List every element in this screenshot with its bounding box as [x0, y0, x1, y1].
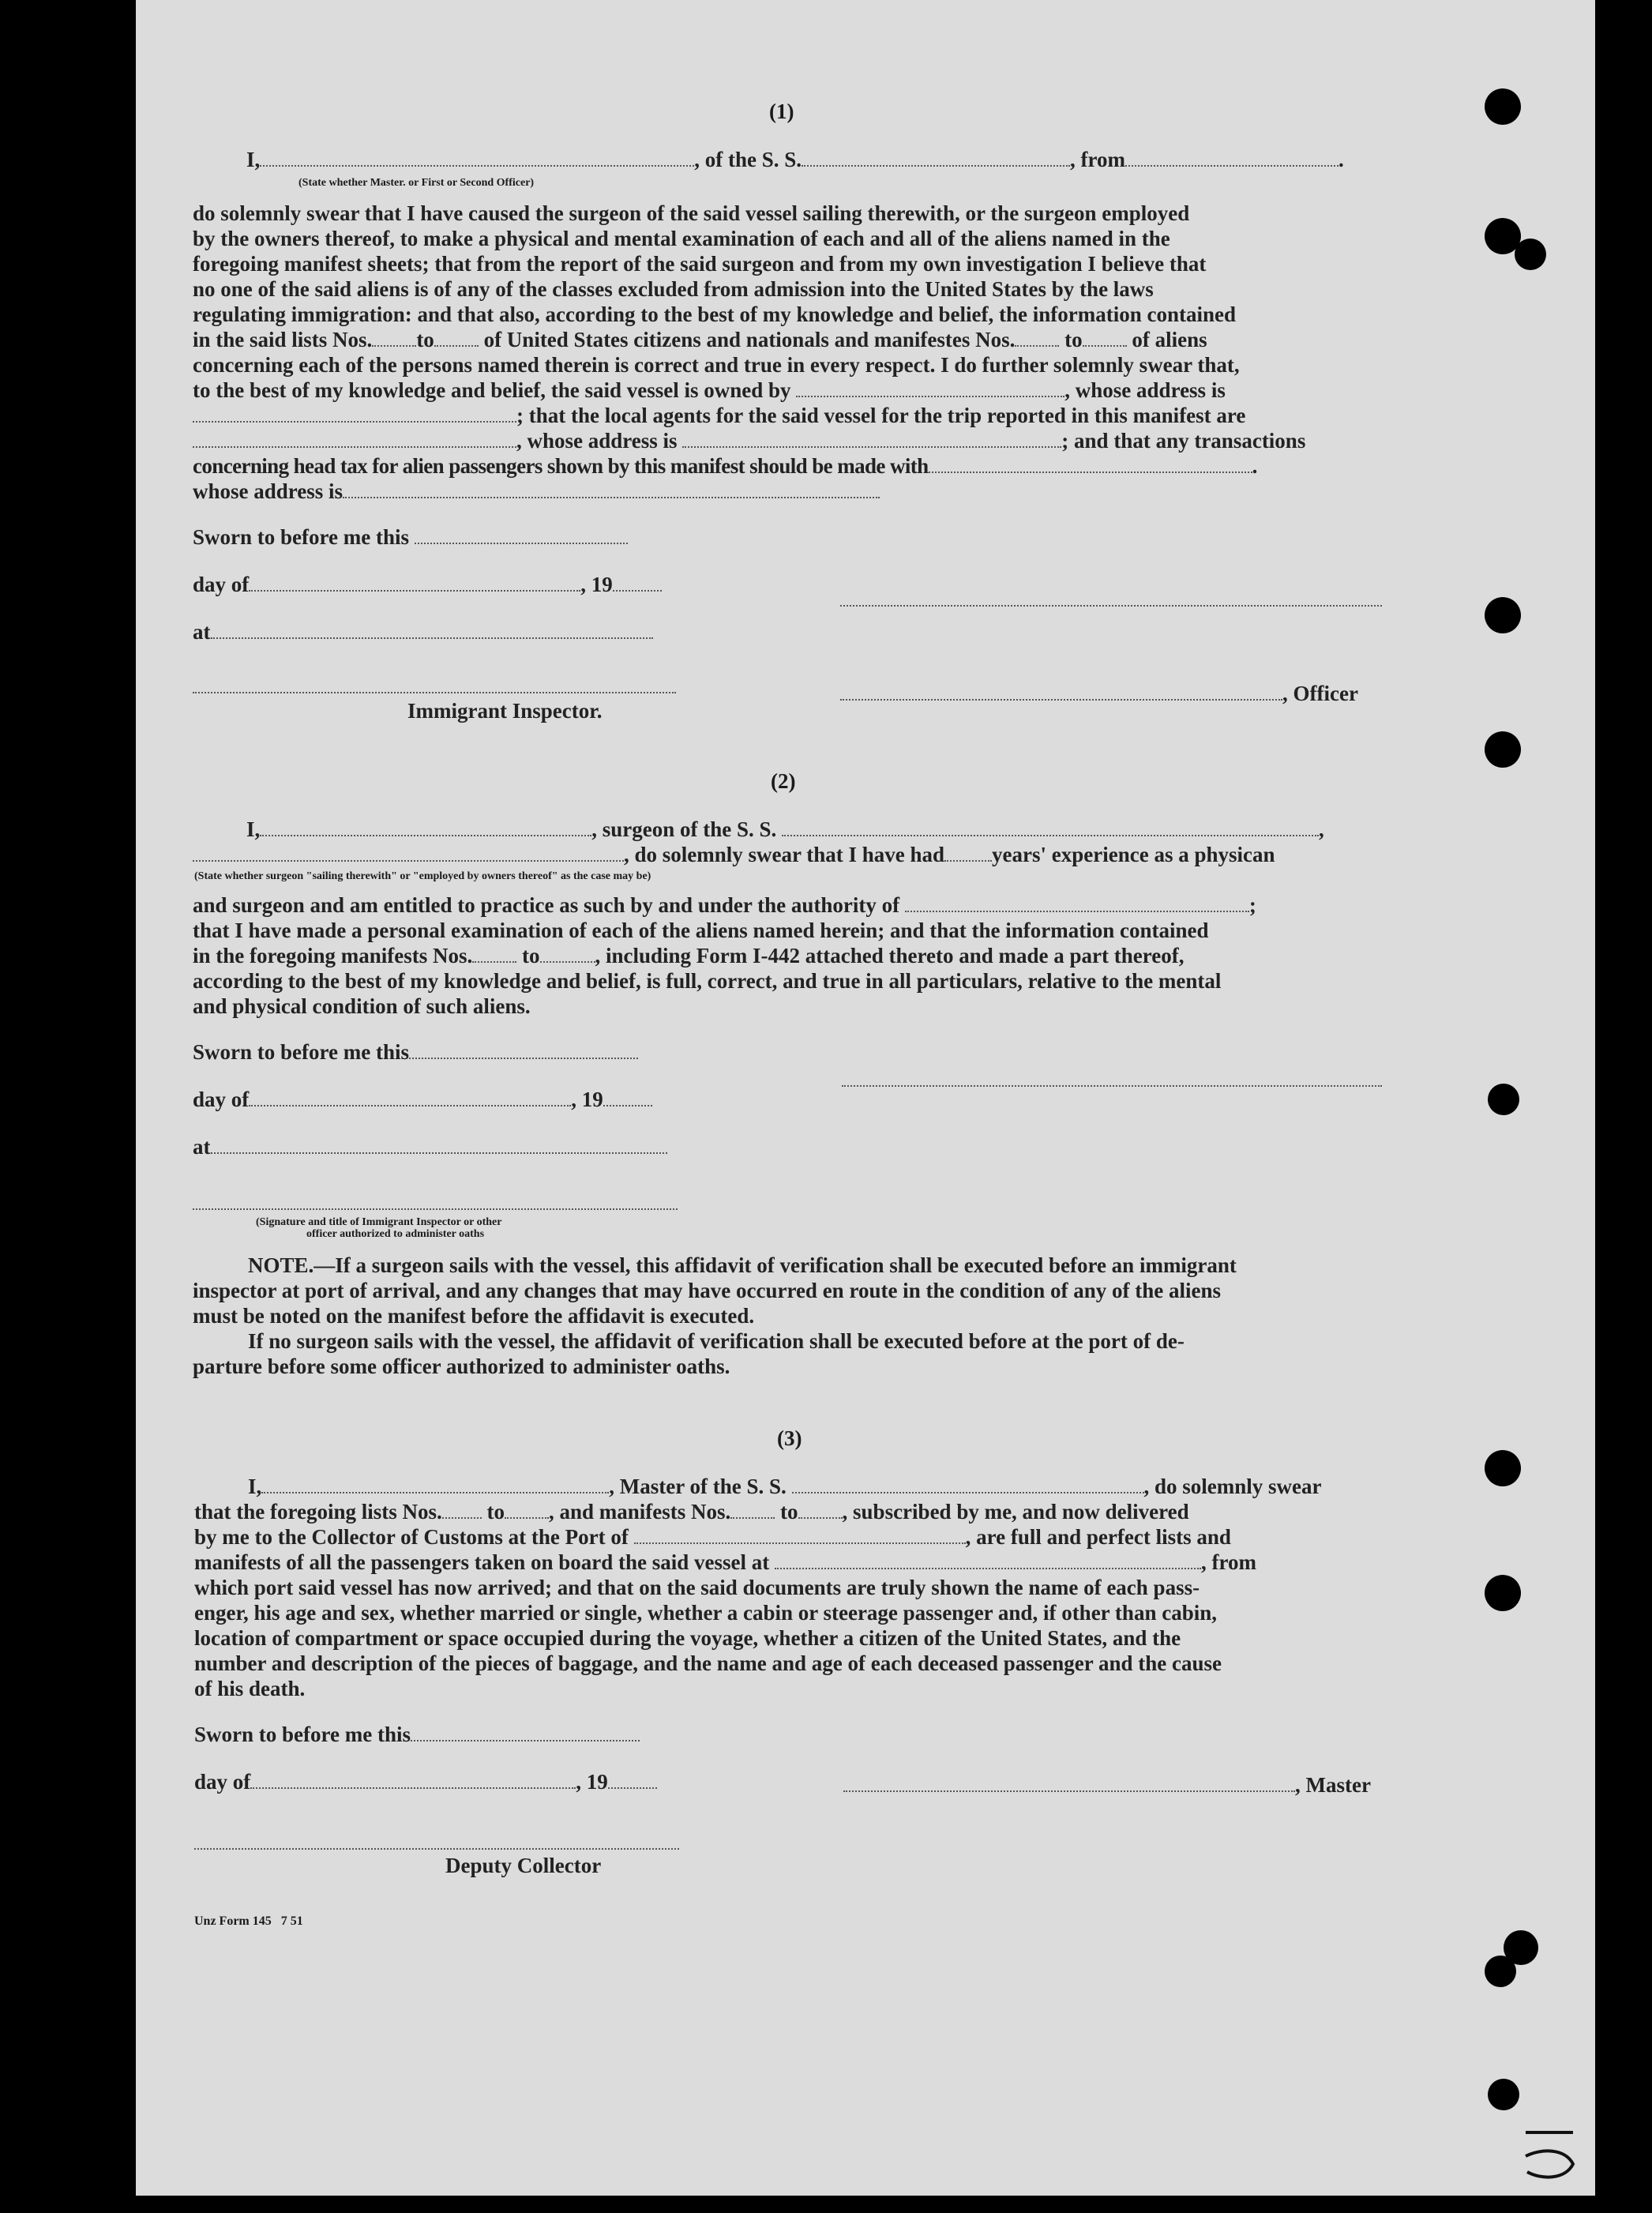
s1-owner-line: [193, 378, 1437, 403]
s1-sworn: [193, 524, 628, 550]
punch-hole: [1485, 731, 1521, 768]
s1-headtax-address-field[interactable]: [343, 496, 880, 498]
s3-body-line: location of compartment or space occupied during the voyage, whether a citizen of the United States, and the: [194, 1626, 1181, 1650]
s1-at-field[interactable]: [211, 637, 653, 639]
s1-whose-address-3: whose address is: [193, 479, 344, 503]
s2-note: [193, 1253, 1439, 1379]
s3-taken-on-board: manifests of all the passengers taken on board the said vessel at: [194, 1550, 770, 1574]
s1-agents-address-field[interactable]: [682, 445, 1061, 448]
s1-line1: [246, 147, 1344, 172]
s1-officer-line: [840, 681, 1358, 706]
s3-deputy-sig-line[interactable]: [194, 1848, 679, 1850]
s1-head-tax: concerning head tax for alien passengers shown by this manifest should be made with: [193, 454, 929, 478]
s1-officer-note: (State whether Master. or First or Second Officer): [298, 177, 535, 189]
s2-surgeon-sig-line[interactable]: [842, 1085, 1382, 1087]
punch-hole: [1485, 597, 1521, 633]
punch-hole: [1485, 88, 1521, 125]
s3-sworn: [194, 1722, 640, 1747]
s2-authority: and surgeon and am entitled to practice as such by and under the authority of: [193, 893, 900, 917]
s1-agents-line: [193, 403, 1437, 428]
s2-sig-note-1: (Signature and title of Immigrant Inspector or other: [256, 1216, 502, 1228]
s3-deputy-label: Deputy Collector: [445, 1854, 602, 1877]
handwritten-mark-icon: [1518, 2117, 1581, 2188]
punch-hole: [1485, 1956, 1516, 1987]
s3-lists: that the foregoing lists Nos.: [194, 1500, 442, 1524]
s3-line1: [248, 1474, 1322, 1499]
s1-day-field[interactable]: [249, 589, 580, 592]
s2-years-exp: years' experience as a physican: [992, 843, 1275, 866]
s2-line1: [246, 817, 1324, 842]
s2-inspector-sig-line[interactable]: [193, 1208, 678, 1210]
s3-lists-line: [194, 1499, 1439, 1524]
s3-body-line: of his death.: [194, 1677, 306, 1700]
s1-body: [193, 201, 1437, 504]
s3-manifests-to-field[interactable]: [798, 1516, 843, 1519]
s3-from: , from: [1201, 1550, 1256, 1574]
s2-body-line: according to the best of my knowledge and belief, is full, correct, and true in all particulars, relative to the mental: [193, 969, 1222, 993]
s1-period-2: .: [1252, 454, 1257, 478]
s2-body-line: that I have made a personal examination of each of the aliens named herein; and that the information contained: [193, 919, 1209, 942]
s2-sworn-field[interactable]: [409, 1057, 638, 1059]
s2-body: [193, 892, 1439, 1019]
s3-vessel-field[interactable]: [792, 1491, 1144, 1493]
s3-body-line: which port said vessel has now arrived; and that on the said documents are truly shown the name of each pass-: [194, 1576, 1200, 1599]
s3-year-field[interactable]: [608, 1787, 657, 1789]
s3-dayof: [194, 1769, 657, 1794]
s2-manifests-from-field[interactable]: [472, 960, 516, 963]
s3-subscribed: , subscribed by me, and now delivered: [842, 1500, 1189, 1524]
s1-body-line: by the owners thereof, to make a physical and mental examination of each and all of the aliens named in the: [193, 227, 1170, 250]
s3-lists-from-field[interactable]: [442, 1516, 482, 1519]
s3-manifests: , and manifests Nos.: [549, 1500, 731, 1524]
s2-i: I,: [246, 817, 261, 841]
s2-note-line: inspector at port of arrival, and any changes that may have occurred en route in the condition of any of the aliens: [193, 1279, 1221, 1302]
punch-hole: [1488, 2079, 1519, 2110]
s2-vessel-field[interactable]: [782, 834, 1319, 836]
s2-at-label: at: [193, 1135, 211, 1159]
s2-note-line: If no surgeon sails with the vessel, the affidavit of verification shall be executed before at the port of de-: [248, 1329, 1185, 1353]
section-2-number: (2): [771, 769, 796, 793]
form-id: Unz Form 145 7 51: [194, 1914, 303, 1928]
s3-manifests-from-field[interactable]: [730, 1516, 775, 1519]
s3-body-line: number and description of the pieces of baggage, and the name and age of each deceased passenger and the cause: [194, 1651, 1222, 1675]
s2-dayof: [193, 1087, 652, 1112]
s2-authority-field[interactable]: [905, 910, 1249, 912]
s2-manifests-to-field[interactable]: [540, 960, 595, 963]
s1-whose-address: , whose address is: [1064, 378, 1226, 402]
s1-body-line: no one of the said aliens is of any of the classes excluded from admission into the United States by the laws: [193, 277, 1154, 301]
s1-vessel-field[interactable]: [802, 164, 1070, 167]
section-1-number: (1): [769, 100, 794, 123]
s1-manifests-from-field[interactable]: [1015, 344, 1059, 347]
s2-form-i442: , including Form I-442 attached thereto and made a part thereof,: [595, 944, 1185, 967]
s1-at: [193, 619, 653, 644]
s2-note-line: parture before some officer authorized to administer oaths.: [193, 1354, 730, 1378]
s1-owner-field[interactable]: [796, 395, 1064, 397]
s3-body-line: enger, his age and sex, whether married or single, whether a cabin or steerage passenger and, if other than cabin,: [194, 1601, 1217, 1625]
s2-years-field[interactable]: [944, 859, 992, 862]
s3-day-of-label: day of: [194, 1770, 251, 1794]
s2-sworn-label: Sworn to before me this: [193, 1040, 409, 1064]
s1-owned-by: to the best of my knowledge and belief, the said vessel is owned by: [193, 378, 791, 402]
s1-agents-address-line: [193, 428, 1437, 453]
s1-inspector-sig-line[interactable]: [193, 692, 676, 693]
s1-from-field[interactable]: [1125, 164, 1338, 167]
s1-period: .: [1338, 148, 1344, 171]
s1-body-line: foregoing manifest sheets; that from the report of the said surgeon and from my own investigation I believe that: [193, 252, 1207, 276]
s3-full-perfect: , are full and perfect lists and: [965, 1525, 1231, 1549]
s2-note-line: NOTE.—If a surgeon sails with the vessel, this affidavit of verification shall be executed before an immigrant: [248, 1253, 1237, 1277]
s3-master-label: , Master: [1295, 1773, 1371, 1797]
s2-note-line: must be noted on the manifest before the affidavit is executed.: [193, 1304, 755, 1328]
s1-agents: ; that the local agents for the said vessel for the trip reported in this manifest are: [516, 404, 1246, 427]
s3-port-field[interactable]: [634, 1542, 966, 1544]
s1-of-aliens: of aliens: [1132, 328, 1207, 351]
s1-from: , from: [1070, 148, 1126, 171]
punch-hole: [1485, 1450, 1521, 1486]
s2-day-of-label: day of: [193, 1088, 250, 1111]
s1-body-line: regulating immigration: and that also, according to the best of my knowledge and belief, the information contained: [193, 302, 1236, 326]
s1-year-field[interactable]: [613, 589, 662, 592]
s1-lists-from-field[interactable]: [372, 344, 416, 347]
s3-master-of: , Master of the S. S.: [609, 1475, 787, 1498]
s1-of-ss: , of the S. S.: [694, 148, 802, 171]
s3-swear: , do solemnly swear: [1143, 1475, 1322, 1498]
s1-headtax-line: [193, 453, 1437, 479]
s2-surgeon-note: (State whether surgeon "sailing therewith" or "employed by owners thereof" as the case may be): [194, 870, 651, 882]
s1-manifests-label: of United States citizens and nationals and manifestes Nos.: [483, 328, 1016, 351]
s2-to: to: [522, 944, 540, 967]
s2-at: [193, 1134, 667, 1159]
s3-day-field[interactable]: [250, 1787, 576, 1789]
s1-to-2: to: [1064, 328, 1083, 351]
s3-master-line: [843, 1772, 1371, 1798]
punch-hole: [1488, 1084, 1519, 1115]
s1-lists-to-field[interactable]: [434, 344, 479, 347]
s1-transactions: ; and that any transactions: [1061, 429, 1306, 453]
s2-sworn: [193, 1039, 638, 1065]
s3-to: to: [486, 1500, 505, 1524]
s2-manifests: in the foregoing manifests Nos.: [193, 944, 473, 967]
s1-body-line: do solemnly swear that I have caused the surgeon of the said vessel sailing therewith, or the surgeon employed: [193, 201, 1190, 225]
s3-sworn-field[interactable]: [411, 1739, 640, 1741]
s3-lists-to-field[interactable]: [505, 1516, 549, 1519]
section-3-number: (3): [777, 1426, 802, 1450]
s2-comma: ,: [1319, 817, 1324, 841]
s2-manifests-line: [193, 943, 1439, 968]
s3-i: I,: [248, 1475, 262, 1498]
s1-officer-sig-line-1[interactable]: [840, 605, 1382, 607]
s1-sworn-field[interactable]: [415, 542, 628, 544]
s1-sworn-label: Sworn to before me this: [193, 525, 409, 549]
s1-dayof: [193, 572, 662, 597]
s1-i: I,: [246, 148, 261, 171]
s3-sworn-label: Sworn to before me this: [194, 1723, 411, 1746]
s2-semicolon: ;: [1248, 893, 1256, 917]
s1-day-of-label: day of: [193, 573, 250, 596]
s3-19: , 19: [576, 1770, 608, 1794]
s3-boarded-line: [194, 1550, 1439, 1575]
s1-headtax-field[interactable]: [929, 471, 1252, 473]
s1-owner-address-field[interactable]: [193, 420, 516, 423]
s2-sig-note-2: officer authorized to administer oaths: [306, 1228, 485, 1240]
punch-hole: [1515, 239, 1546, 270]
s1-inspector-label: Immigrant Inspector.: [407, 699, 603, 723]
s1-to: to: [416, 328, 434, 351]
s2-at-field[interactable]: [211, 1152, 667, 1154]
s1-body-line: concerning each of the persons named therein is correct and true in every respect. I do further solemnly swear that,: [193, 353, 1240, 377]
s1-19: , 19: [580, 573, 613, 596]
form-sheet: [136, 0, 1595, 2196]
s3-master-sig-field[interactable]: [843, 1790, 1295, 1792]
s1-whose-address-2: , whose address is: [516, 429, 678, 453]
s1-lists-label: in the said lists Nos.: [193, 328, 373, 351]
s3-body: [194, 1499, 1439, 1701]
s2-surgeon-type-field[interactable]: [193, 859, 624, 862]
s2-surgeon-of: , surgeon of the S. S.: [591, 817, 777, 841]
s1-whose-address-line: [193, 479, 1437, 504]
s1-lists-line: [193, 327, 1437, 352]
s2-year-field[interactable]: [603, 1104, 652, 1106]
s2-day-field[interactable]: [249, 1104, 571, 1106]
s2-line2: [193, 842, 1275, 867]
s3-master-name-field[interactable]: [261, 1491, 609, 1493]
s3-collector: by me to the Collector of Customs at the Port of: [194, 1525, 629, 1549]
s3-boarded-port-field[interactable]: [775, 1567, 1201, 1569]
s3-port-line: [194, 1524, 1439, 1550]
s1-officer-label: , Officer: [1282, 682, 1358, 705]
s3-to-2: to: [780, 1500, 798, 1524]
s2-body-line: and physical condition of such aliens.: [193, 994, 531, 1018]
s1-agents-field[interactable]: [193, 445, 516, 448]
s2-swear: , do solemnly swear that I have had: [624, 843, 945, 866]
punch-hole: [1485, 1575, 1521, 1611]
s2-19: , 19: [571, 1088, 603, 1111]
s2-authority-line: [193, 892, 1439, 918]
s2-surgeon-name-field[interactable]: [260, 834, 591, 836]
s1-officer-sig-field[interactable]: [840, 698, 1282, 701]
s1-manifests-to-field[interactable]: [1083, 344, 1127, 347]
s1-officer-name-field[interactable]: [260, 164, 694, 167]
s1-at-label: at: [193, 620, 211, 644]
